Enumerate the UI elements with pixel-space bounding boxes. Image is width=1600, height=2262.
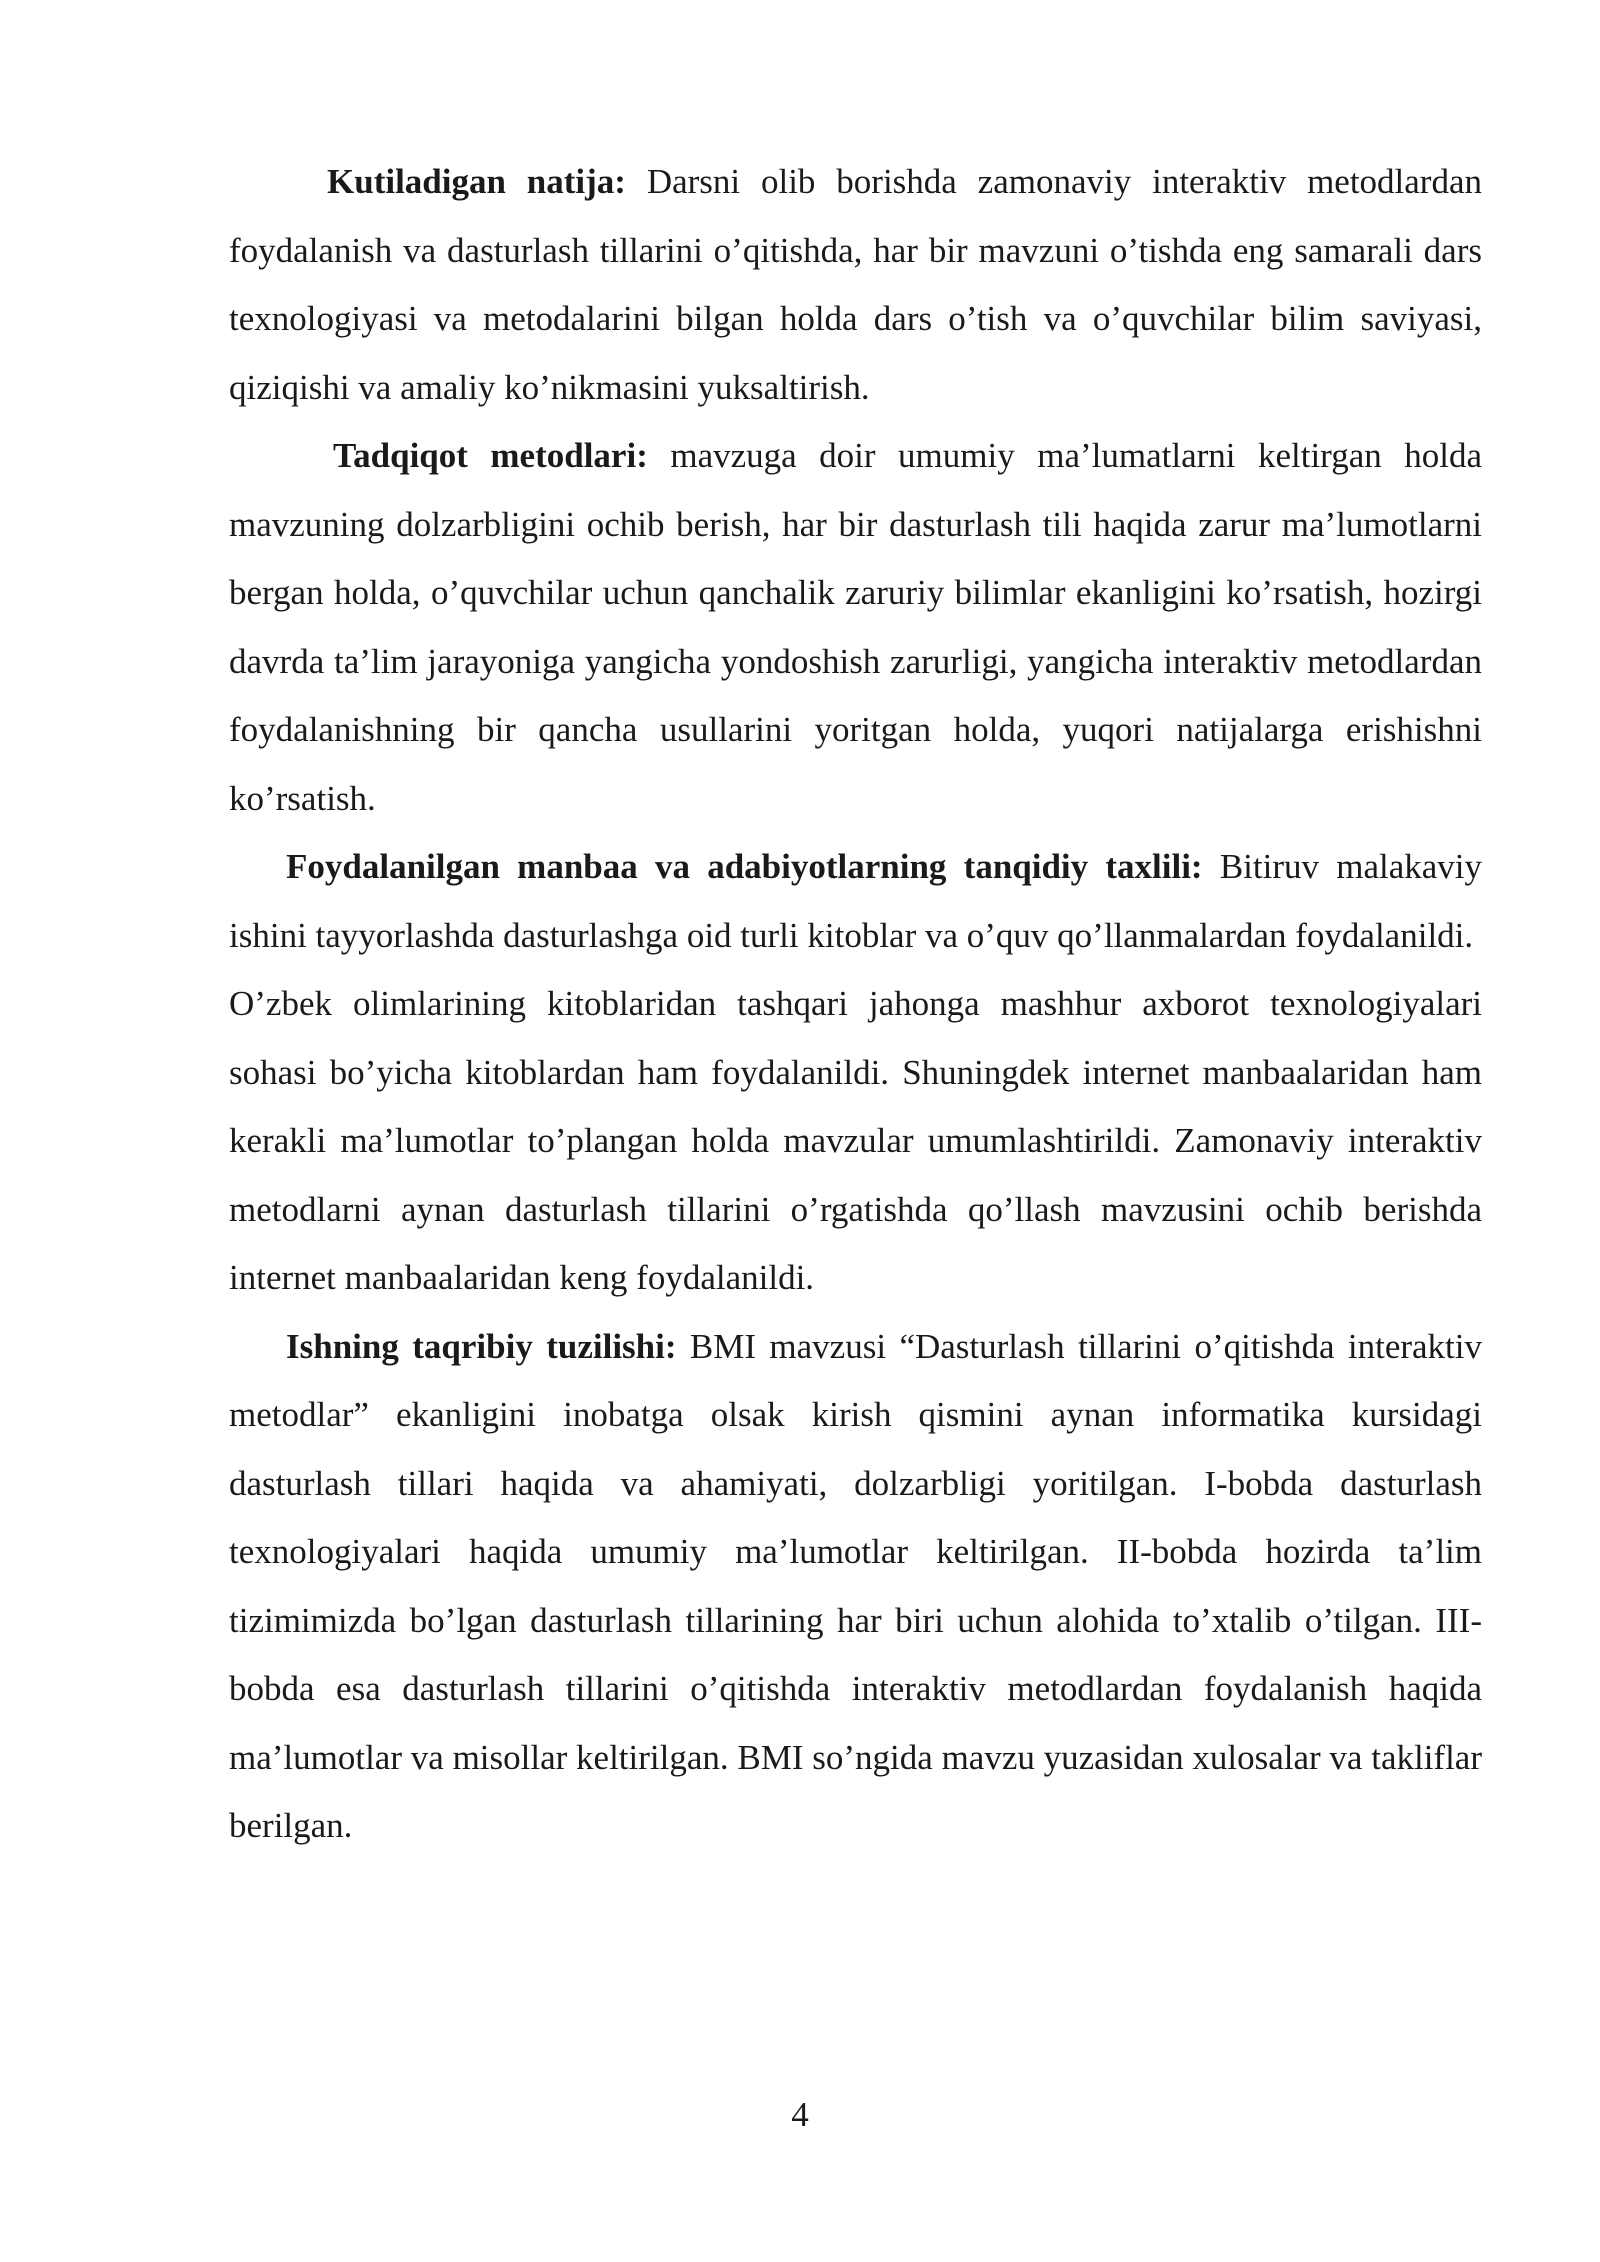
paragraph-heading: Foydalanilgan manbaa va adabiyotlarning tanqidiy taxlili: bbox=[286, 847, 1203, 886]
paragraph-text: BMI mavzusi “Dasturlash tillarini o’qitishda interaktiv metodlar” ekanligini inobatga olsak kirish qismini aynan informatika kursidagi dasturlash tillari haqida va ahamiyati, dolzarbligi yoritilgan. I-bobda dasturlash texnologiyalari haqida umumiy ma’lumotlar keltirilgan. II-bobda hozirda ta’lim tizimimizda bo’lgan dasturlash tillarining har biri uchun alohida to’xtalib o’tilgan. III-bobda esa dasturlash tillarini o’qitishda interaktiv metodlardan foydalanish haqida ma’lumotlar va misollar keltirilgan. BMI so’ngida mavzu yuzasidan xulosalar va takliflar berilgan. bbox=[229, 1326, 1482, 1845]
paragraph-literature-review bbox=[229, 833, 1482, 970]
paragraph-heading: Kutiladigan natija: bbox=[327, 162, 626, 201]
paragraph-text: Bitiruv malakaviy ishini tayyorlashda dasturlashga oid turli kitoblar va o’quv qo’llanmalardan foydalanildi. bbox=[229, 847, 1482, 955]
paragraph-expected-result bbox=[229, 148, 1482, 422]
paragraph-heading: Tadqiqot metodlari: bbox=[333, 436, 648, 475]
paragraph-text: Darsni olib borishda zamonaviy interaktiv metodlardan foydalanish va dasturlash tillarini o’qitishda, har bir mavzuni o’tishda eng samarali dars texnologiyasi va metodalarini bilgan holda dars o’tish va o’quvchilar bilim saviyasi, qiziqishi va amaliy ko’nikmasini yuksaltirish. bbox=[229, 162, 1482, 407]
paragraph-text: O’zbek olimlarining kitoblaridan tashqari jahonga mashhur axborot texnologiyalari sohasi bo’yicha kitoblardan ham foydalanildi. Shuningdek internet manbaalaridan ham kerakli ma’lumotlar to’plangan holda mavzular umumlashtirildi. Zamonaviy interaktiv metodlarni aynan dasturlash tillarini o’rgatishda qo’llash mavzusini ochib berishda internet manbaalaridan keng foydalanildi. bbox=[229, 984, 1482, 1297]
paragraph-research-methods bbox=[229, 422, 1482, 833]
paragraph-sources bbox=[229, 970, 1482, 1313]
page-number: 4 bbox=[791, 2095, 809, 2134]
document-body bbox=[229, 148, 1482, 1861]
paragraph-structure bbox=[229, 1313, 1482, 1861]
paragraph-text: mavzuga doir umumiy ma’lumatlarni keltirgan holda mavzuning dolzarbligini ochib berish, har bir dasturlash tili haqida zarur ma’lumotlarni bergan holda, o’quvchilar uchun qanchalik zaruriy bilimlar ekanligini ko’rsatish, hozirgi davrda ta’lim jarayoniga yangicha yondoshish zarurligi, yangicha interaktiv metodlardan foydalanishning bir qancha usullarini yoritgan holda, yuqori natijalarga erishishni ko’rsatish. bbox=[229, 436, 1482, 818]
paragraph-heading: Ishning taqribiy tuzilishi: bbox=[286, 1326, 677, 1366]
